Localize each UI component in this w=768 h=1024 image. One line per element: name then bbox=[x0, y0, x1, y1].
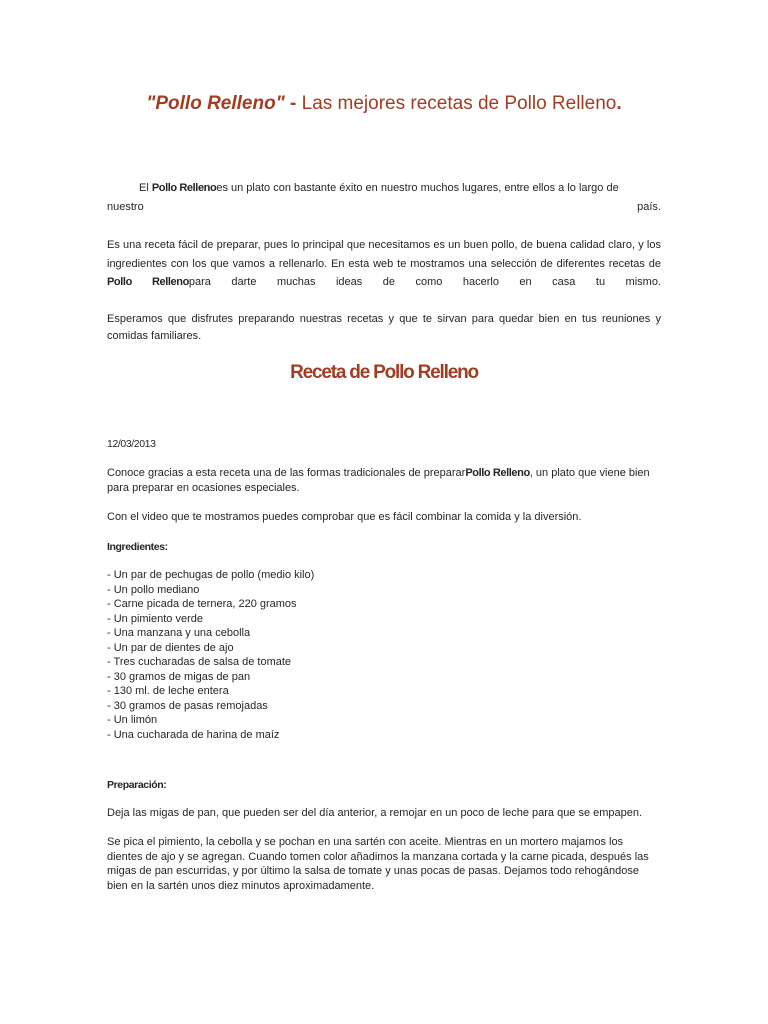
list-item: - Un pollo mediano bbox=[107, 583, 200, 596]
ingredients-list bbox=[107, 568, 314, 742]
page-title-rest: Las mejores recetas de Pollo Relleno bbox=[301, 93, 617, 114]
list-item: - Tres cucharadas de salsa de tomate bbox=[107, 656, 292, 668]
list-item: - Carne picada de ternera, 220 gramos bbox=[107, 598, 297, 610]
recipe-date: 12/03/2013 bbox=[107, 438, 156, 450]
intro-paragraph-3: Esperamos que disfrutes preparando nuestras recetas y que te sirvan para quedar bien en tus reuniones y comidas familiares. bbox=[107, 313, 661, 342]
intro-paragraph-2: Es una receta fácil de preparar, pues lo principal que necesitamos es un buen pollo, de buena calidad claro, y los ingredientes con los que vamos a rellenarlo. En esta web te mostramos una selección de diferentes recetas de Pollo Rellenopara darte muchas ideas de como hacerlo en casa tu mismo. bbox=[107, 239, 661, 288]
preparation-label: Preparación: bbox=[107, 779, 167, 791]
recipe-title: Receta de Pollo Relleno bbox=[290, 362, 478, 383]
list-item: - Una cucharada de harina de maíz bbox=[107, 728, 280, 741]
intro-p1-bold: Pollo Relleno bbox=[151, 182, 217, 194]
recipe-description-bold: Pollo Relleno bbox=[465, 467, 530, 479]
page-title-quoted: "Pollo Relleno" bbox=[146, 93, 285, 114]
recipe-description: Conoce gracias a esta receta una de las formas tradicionales de prepararPollo Relleno, un plato que viene bien para preparar en ocasiones especiales. bbox=[107, 467, 650, 494]
preparation-paragraph-2: Se pica el pimiento, la cebolla y se pochan en una sartén con aceite. Mientras en un mortero majamos los dientes de ajo y se agregan. Cuando tomen color añadimos la manzana cortada y la carne picada, después las migas de pan escurridas, y por último la salsa de tomate y unas pocas de pasas. Dejamos todo rehogándose bien en la sartén unos diez minutos aproximadamente. bbox=[107, 836, 649, 892]
intro-p1-line1: El Pollo Rellenoes un plato con bastante éxito en nuestro muchos lugares, entre ellos a lo largo de bbox=[139, 182, 619, 194]
list-item: - 30 gramos de migas de pan bbox=[107, 670, 251, 683]
page-title-dash: - bbox=[284, 93, 302, 114]
page-title bbox=[107, 92, 661, 116]
list-item: - Un pimiento verde bbox=[107, 612, 203, 625]
list-item: - Un par de dientes de ajo bbox=[107, 641, 234, 654]
intro-paragraph-1 bbox=[107, 181, 661, 214]
list-item: - 30 gramos de pasas remojadas bbox=[107, 699, 268, 712]
list-item: - 130 ml. de leche entera bbox=[107, 685, 229, 697]
list-item: - Una manzana y una cebolla bbox=[107, 627, 251, 639]
list-item: - Un par de pechugas de pollo (medio kilo) bbox=[107, 569, 315, 581]
list-item: - Un limón bbox=[107, 714, 158, 726]
preparation-paragraph-1: Deja las migas de pan, que pueden ser del día anterior, a remojar en un poco de leche para que se empapen. bbox=[107, 807, 643, 819]
ingredients-label: Ingredientes: bbox=[107, 541, 168, 553]
intro-p2-bold: Pollo Relleno bbox=[107, 276, 189, 288]
intro-p1-line2: nuestro país. bbox=[107, 200, 661, 213]
video-paragraph: Con el video que te mostramos puedes comprobar que es fácil combinar la comida y la diversión. bbox=[107, 511, 582, 523]
page-title-dot: . bbox=[616, 93, 622, 114]
